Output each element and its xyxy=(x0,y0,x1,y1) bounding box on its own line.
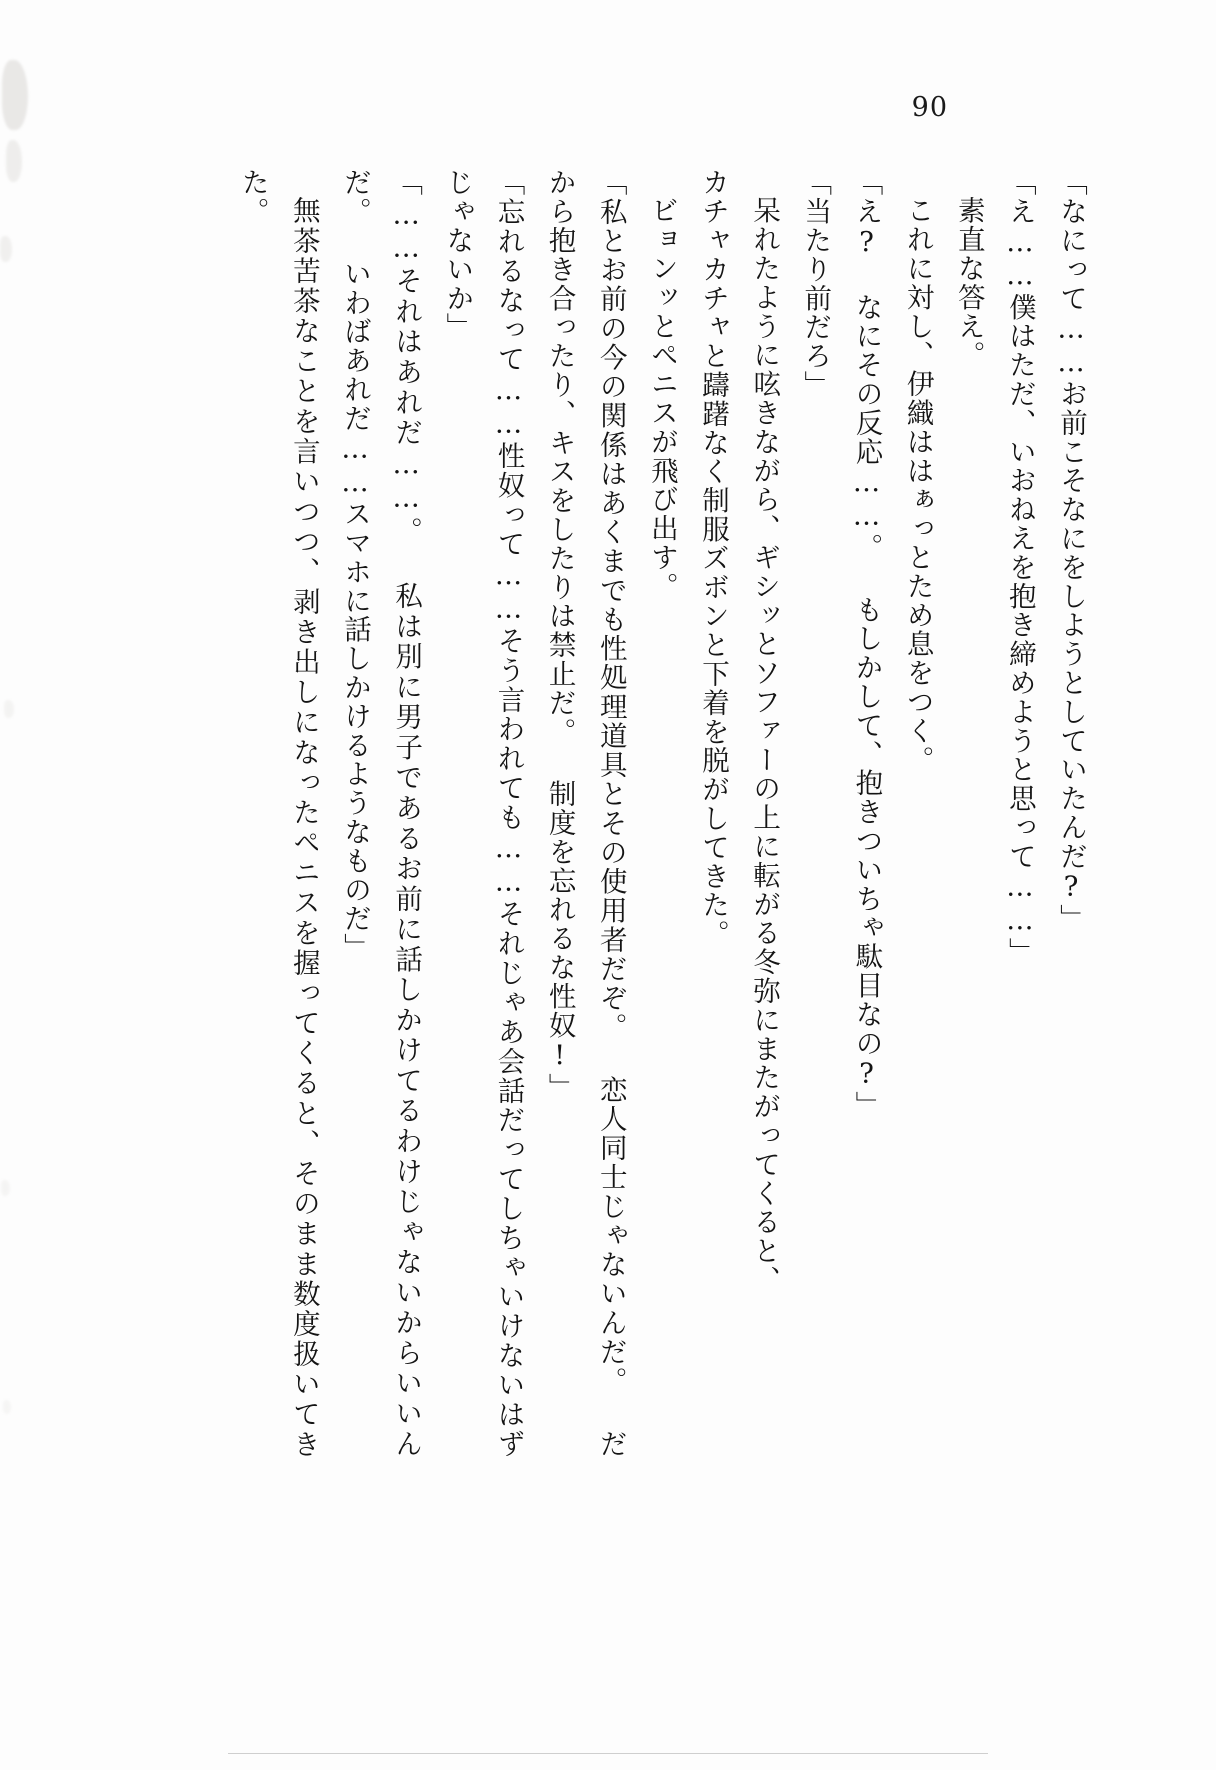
scan-artifact xyxy=(0,236,12,262)
scan-artifact xyxy=(2,60,28,130)
paragraph: 「忘れるなって……性奴って……そう言われても……それじゃあ会話だってしちゃいけないはずじゃないか」 xyxy=(441,168,525,1458)
paragraph: カチャカチャと躊躇なく制服ズボンと下着を脱がしてきた。 xyxy=(697,168,730,949)
page-number: 90 xyxy=(911,92,948,123)
paragraph: 無茶苦茶なことを言いつつ、剥き出しになったペニスを握ってくると、そのまま数度扱いてきた。 xyxy=(236,168,320,1458)
scan-artifact xyxy=(1,1180,10,1196)
page-body-text xyxy=(166,168,1096,1458)
paragraph: これに対し、伊織ははぁっとため息をつく。 xyxy=(901,195,934,774)
paragraph: 呆れたように呟きながら、ギシッとソファーの上に転がる冬弥にまたがってくると、 xyxy=(748,195,781,1294)
paragraph: ビョンッとペニスが飛び出す。 xyxy=(645,195,678,601)
scan-artifact xyxy=(3,1400,11,1414)
paragraph: 「なにって……お前こそなにをしようとしていたんだ?」 xyxy=(1055,168,1087,933)
paragraph: 「当たり前だろ」 xyxy=(799,168,832,400)
scan-artifact xyxy=(4,700,14,718)
paragraph: 「え? なにその反応……。 もしかして、抱きついちゃ駄目なの?」 xyxy=(850,168,883,1120)
page-footer-divider xyxy=(228,1753,988,1754)
paragraph: 「……それはあれだ……。 私は別に男子であるお前に話しかけてるわけじゃないからいいんだ。 いわばあれだ……スマホに話しかけるようなものだ」 xyxy=(339,168,423,1458)
scan-artifact xyxy=(6,140,22,182)
paragraph: 素直な答え。 xyxy=(952,195,985,369)
paragraph: 「私とお前の今の関係はあくまでも性処理道具とその使用者だぞ。 恋人同士じゃないんだ。 だから抱き合ったり、キスをしたりは禁止だ。 制度を忘れるな性奴!」 xyxy=(543,168,627,1458)
paragraph: 「え……僕はただ、いおねえを抱き締めようと思って……」 xyxy=(1003,168,1036,967)
